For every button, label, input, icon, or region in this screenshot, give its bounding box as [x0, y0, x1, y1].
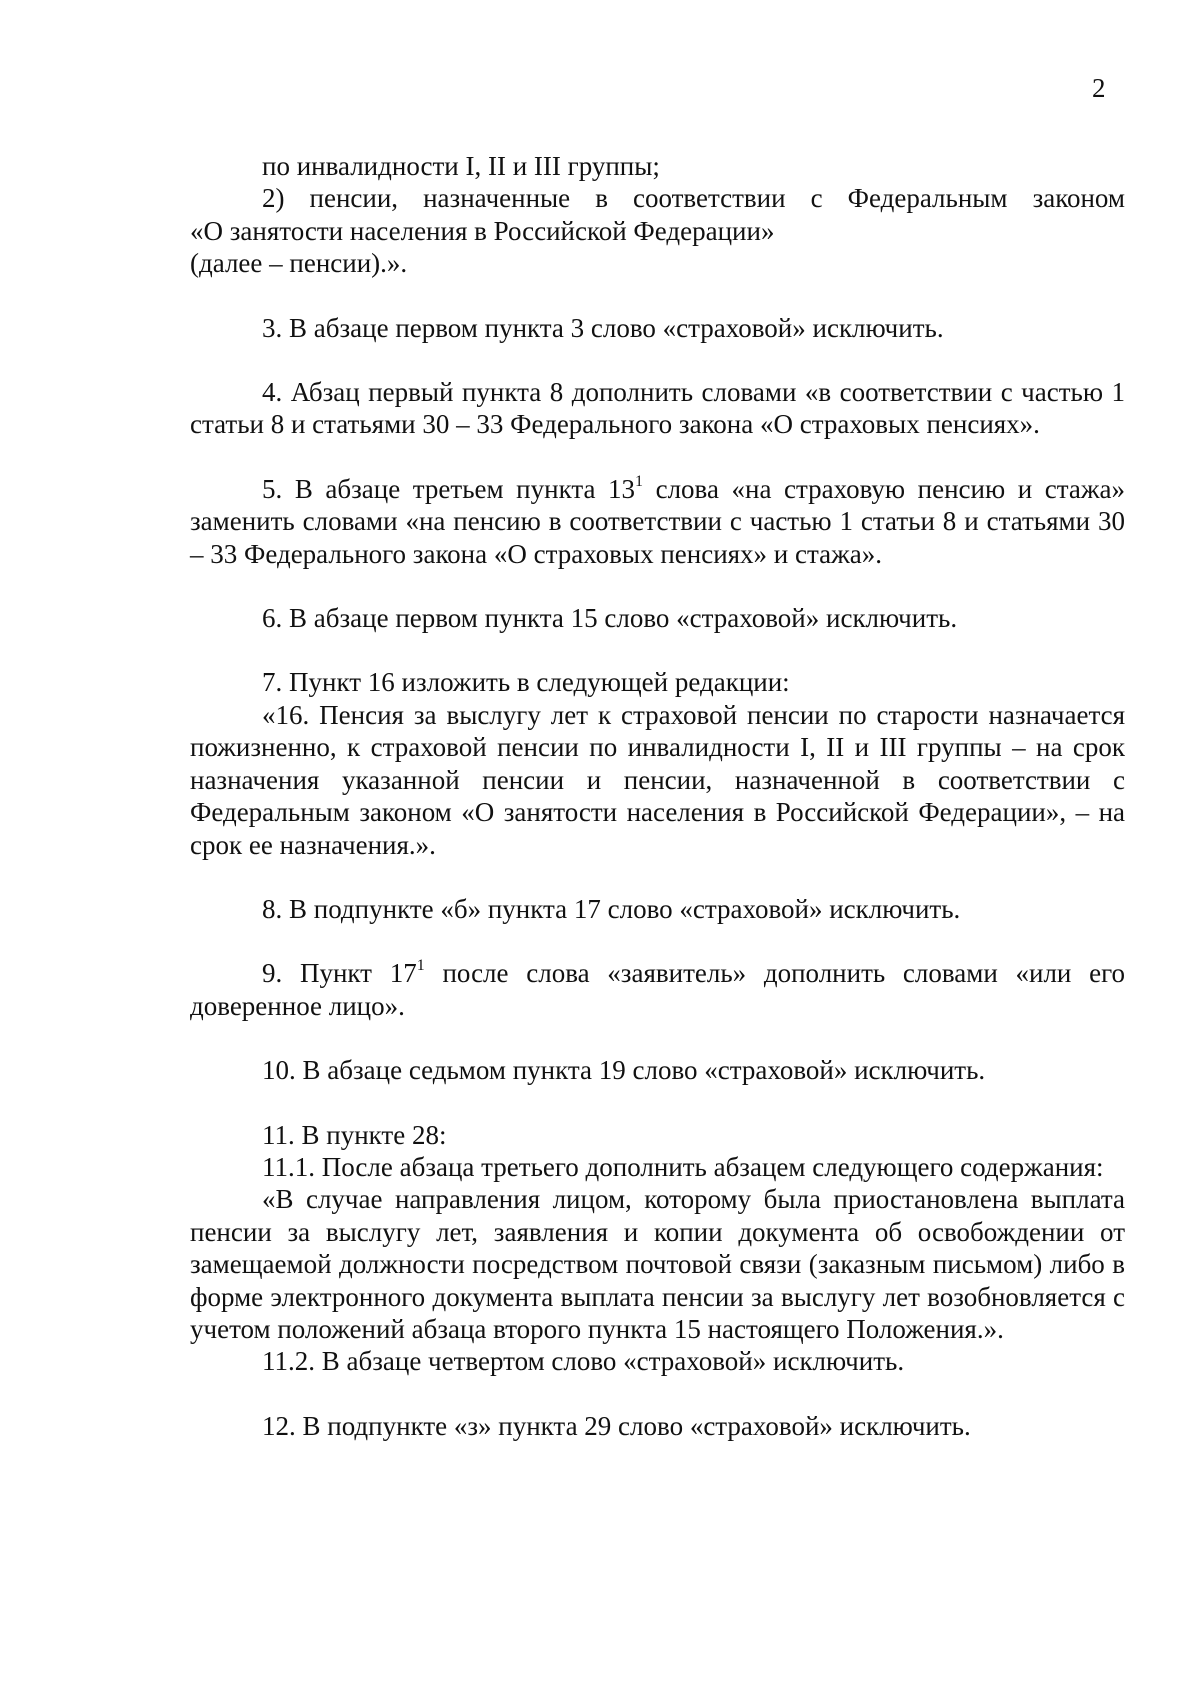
paragraph-11-2: 11.2. В абзаце четвертом слово «страховой» исключить.: [262, 1346, 905, 1377]
paragraph-2-line-1: 2) пенсии, назначенные в соответствии с Федеральным законом: [262, 183, 1125, 214]
paragraph-11-head: 11. В пункте 28:: [262, 1119, 447, 1150]
paragraph-11-quote: «В случае направления лицом, которому была приостановлена выплата пенсии за выслугу лет, заявления и копии документа об освобождении от замещаемой должности посредством почтовой связи (заказным письмом) либо в форме электронного документа выплата пенсии за выслугу лет возобновляется с учетом положений абзаца второго пункта 15 настоящего Положения.».: [190, 1184, 1125, 1344]
paragraph-5-text-a: 5. В абзаце третьем пункта 13: [262, 473, 636, 504]
paragraph-6: 6. В абзаце первом пункта 15 слово «страховой» исключить.: [262, 603, 958, 634]
paragraph-3: 3. В абзаце первом пункта 3 слово «страховой» исключить.: [262, 312, 944, 343]
paragraph-7-head: 7. Пункт 16 изложить в следующей редакции:: [262, 667, 790, 698]
paragraph-9-text-b: после слова «заявитель» дополнить словами «или его доверенное лицо».: [190, 958, 1125, 1021]
paragraph-5: [190, 473, 1125, 570]
paragraph-1-continuation: [190, 150, 1125, 182]
paragraph-2-line-2: «О занятости населения в Российской Федерации»: [190, 215, 775, 246]
paragraph-5-text-b: слова «на страховую пенсию и стажа» заменить словами «на пенсию в соответствии с частью 1 статьи 8 и статьями 30 – 33 Федерального закона «О страховых пенсиях» и стажа».: [190, 473, 1125, 569]
paragraph-7-body: «16. Пенсия за выслугу лет к страховой пенсии по старости назначается пожизненно, к страховой пенсии по инвалидности I, II и III группы – на срок назначения указанной пенсии и пенсии, назначенной в соответствии с Федеральным законом «О занятости населения в Российской Федерации», – на срок ее назначения.».: [190, 699, 1125, 860]
paragraph-4: 4. Абзац первый пункта 8 дополнить словами «в соответствии с частью 1 статьи 8 и статьями 30 – 33 Федерального закона «О страховых пенсиях».: [190, 377, 1125, 440]
paragraph-2-line-3: (далее – пенсии).».: [190, 248, 408, 279]
document-body: [190, 150, 1125, 1442]
paragraph-11-1: 11.1. После абзаца третьего дополнить абзацем следующего содержания:: [262, 1151, 1104, 1182]
paragraph-2: [190, 182, 1125, 279]
paragraph-8: 8. В подпункте «б» пункта 17 слово «страховой» исключить.: [262, 893, 961, 924]
superscript: 1: [635, 472, 644, 490]
paragraph-10: 10. В абзаце седьмом пункта 19 слово «страховой» исключить.: [262, 1055, 986, 1086]
superscript: 1: [416, 957, 425, 975]
paragraph-12: 12. В подпункте «з» пункта 29 слово «страховой» исключить.: [262, 1410, 971, 1441]
paragraph-9-text-a: 9. Пункт 17: [262, 958, 417, 989]
paragraph-9: [190, 957, 1125, 1022]
page-number: 2: [1092, 73, 1106, 103]
paragraph-text: по инвалидности I, II и III группы;: [262, 151, 660, 181]
